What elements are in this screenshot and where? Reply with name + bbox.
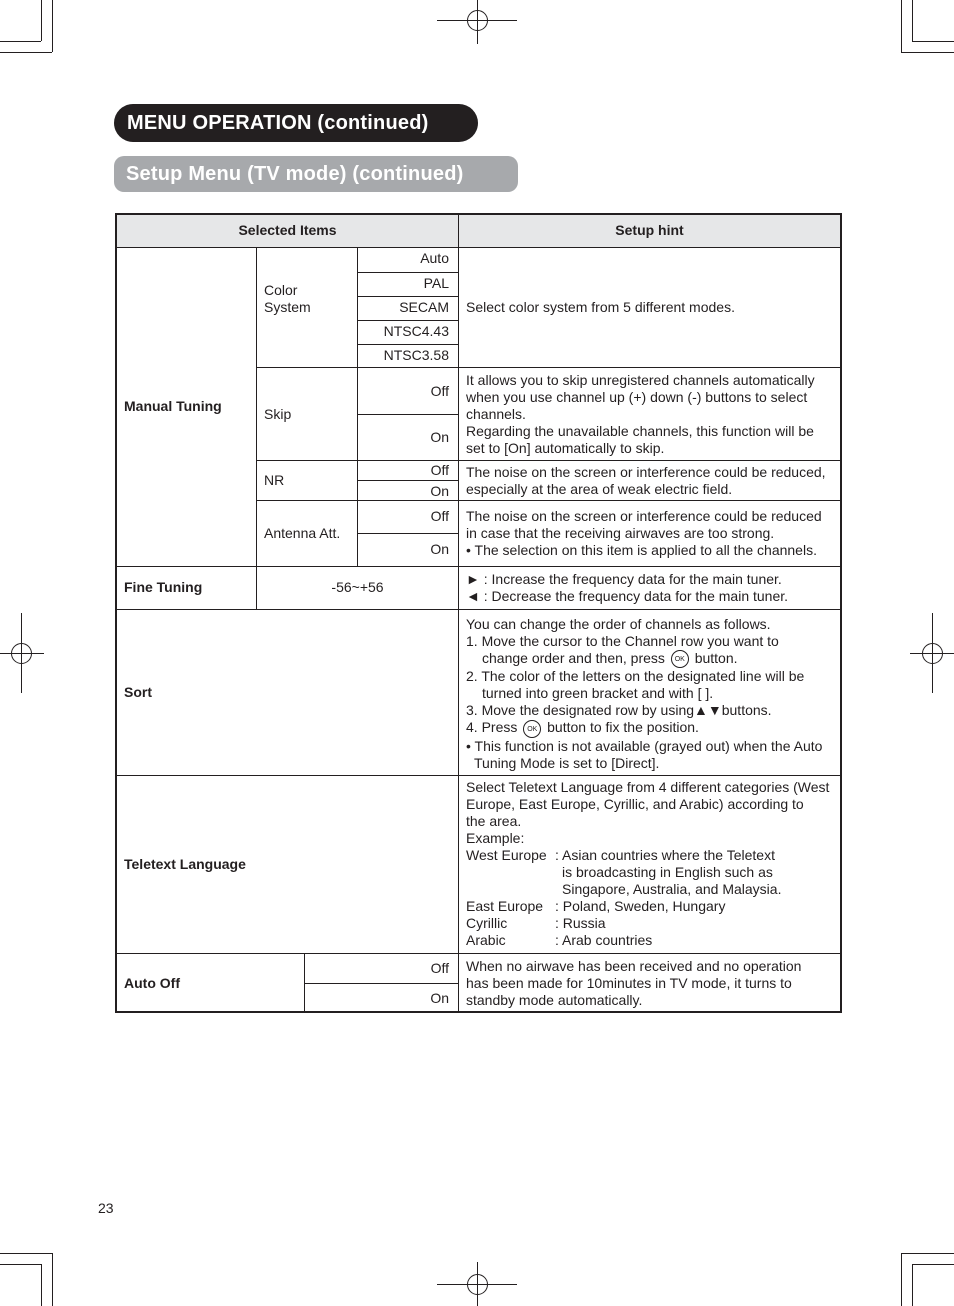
registration-mark-top xyxy=(437,0,517,44)
option-ntsc443: NTSC4.43 xyxy=(383,323,449,339)
header-setup-hint: Setup hint xyxy=(615,222,684,238)
option-pal: PAL xyxy=(423,275,449,291)
color-system-label: Color System xyxy=(264,282,311,315)
fine-tuning-label: Fine Tuning xyxy=(124,579,203,595)
nr-option-on: On xyxy=(430,483,449,499)
page-number: 23 xyxy=(98,1200,114,1216)
auto-off-option-on: On xyxy=(430,990,449,1006)
ok-button-icon: OK xyxy=(671,650,689,668)
registration-mark-bottom xyxy=(437,1262,517,1306)
sort-label: Sort xyxy=(124,684,152,700)
section-title-banner: MENU OPERATION (continued) xyxy=(114,104,478,142)
registration-mark-left xyxy=(0,613,44,693)
skip-option-off: Off xyxy=(430,383,449,399)
setup-menu-table xyxy=(115,213,842,1013)
teletext-language-hint: Select Teletext Language from 4 different categories (West Europe, East Europe, Cyrillic, and Arabic) according to the area. Example: West Europe : Asian countries where the Teletext is broadcasting in English such as Singapore, Australia, and Malaysia. East Europe : Poland, Sweden, Hungary Cyrillic : Russia Arabic : Arab countries xyxy=(466,779,830,948)
nr-option-off: Off xyxy=(430,462,449,478)
auto-off-label: Auto Off xyxy=(124,975,180,991)
teletext-language-label: Teletext Language xyxy=(124,856,246,872)
section-subtitle-banner: Setup Menu (TV mode) (continued) xyxy=(114,156,518,192)
manual-tuning-label: Manual Tuning xyxy=(124,398,222,414)
nr-hint: The noise on the screen or interference could be reduced, especially at the area of weak electric field. xyxy=(466,464,826,497)
color-system-hint: Select color system from 5 different modes. xyxy=(466,299,735,315)
auto-off-hint: When no airwave has been received and no operation has been made for 10minutes in TV mode, it turns to standby mode automatically. xyxy=(466,958,802,1008)
registration-mark-right xyxy=(910,613,954,693)
option-auto: Auto xyxy=(420,250,449,266)
ok-button-icon: OK xyxy=(523,720,541,738)
sort-hint: You can change the order of channels as follows. 1. Move the cursor to the Channel row you want to change order and then, press OK button. 2. The color of the letters on the designated line will be turned into green bracket and with [ ]. 3. Move the designated row by using▲▼buttons. 4. Press OK button to fix the position. • This function is not available (grayed out) when the Auto Tuning Mode is set to [Direct]. xyxy=(466,616,823,771)
antenna-option-on: On xyxy=(430,541,449,557)
fine-tuning-range: -56~+56 xyxy=(331,579,384,595)
antenna-option-off: Off xyxy=(430,508,449,524)
fine-tuning-hint: ► : Increase the frequency data for the main tuner. ◄ : Decrease the frequency data for the main tuner. xyxy=(466,571,789,604)
skip-option-on: On xyxy=(430,429,449,445)
antenna-att-hint: The noise on the screen or interference could be reduced in case that the receiving airwaves are too strong. • The selection on this item is applied to all the channels. xyxy=(466,508,822,558)
header-selected-items: Selected Items xyxy=(238,222,337,238)
option-secam: SECAM xyxy=(399,299,449,315)
nr-label: NR xyxy=(264,472,285,488)
skip-label: Skip xyxy=(264,406,292,422)
option-ntsc358: NTSC3.58 xyxy=(383,347,449,363)
antenna-att-label: Antenna Att. xyxy=(264,525,341,541)
auto-off-option-off: Off xyxy=(430,960,449,976)
skip-hint: It allows you to skip unregistered channels automatically when you use channel up (+) down (-) buttons to select channels. Regarding the unavailable channels, this function will be set to [On] automatically to skip. xyxy=(466,372,815,456)
